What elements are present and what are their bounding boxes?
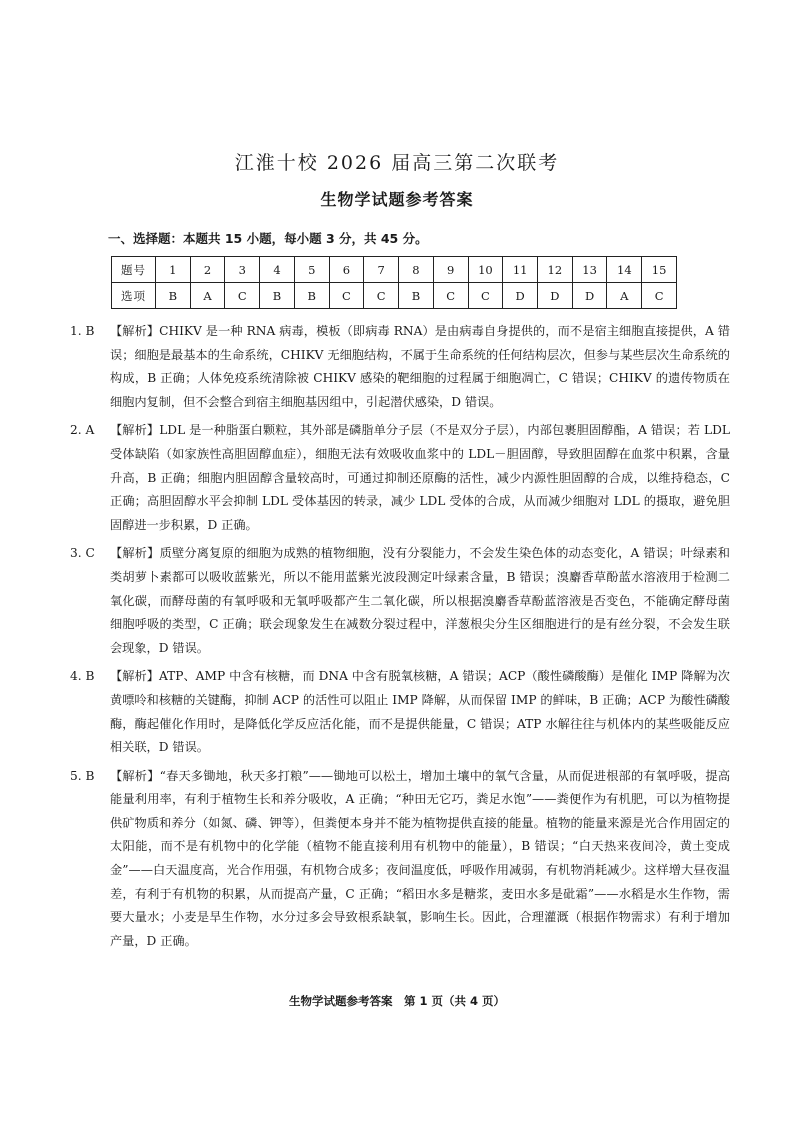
analysis-tag: 【解析】 <box>110 669 159 684</box>
analysis-tag: 【解析】 <box>110 768 160 783</box>
document-subtitle: 生物学试题参考答案 <box>320 190 474 209</box>
explanation-body <box>110 419 730 537</box>
answer-cell: A <box>607 283 642 309</box>
analysis-tag: 【解析】 <box>110 324 160 338</box>
exam-title: 江淮十校 2026 届高三第二次联考 <box>234 152 560 174</box>
answer-cell: B <box>399 283 434 309</box>
question-number-cell: 10 <box>468 257 503 283</box>
answer-cell: C <box>433 283 468 309</box>
explanation-text: 质壁分离复原的细胞为成熟的植物细胞，没有分裂能力，不会发生染色体的动态变化，A 错误；叶绿素和类胡萝卜素都可以吸收蓝紫光，所以不能用蓝紫光波段测定叶绿素含量，B 错误；溴麝香草酚蓝水溶液用于检测二氧化碳，而酵母菌的有氧呼吸和无氧呼吸都产生二氧化碳，所以根据溴麝香草酚蓝溶液是否变色，不能确定酵母菌细胞呼吸的类型，C 正确；联会现象发生在减数分裂过程中，洋葱根尖分生区细胞进行的是有丝分裂，不会发生联会现象，D 错误。 <box>110 546 730 655</box>
explanation-text: LDL 是一种脂蛋白颗粒，其外部是磷脂单分子层（不是双分子层），内部包裹胆固醇酯，A 错误；若 LDL 受体缺陷（如家族性高胆固醇血症），细胞无法有效吸收血浆中的 LDL－胆固醇，导致胆固醇在血浆中积累，含量升高，B 正确；细胞内胆固醇含量较高时，可通过抑制还原酶的活性，减少内源性胆固醇的合成，以维持稳态，C 正确；高胆固醇水平会抑制 LDL 受体基因的转录，减少 LDL 受体的合成，从而减少细胞对 LDL 的摄取，避免胆固醇进一步积累，D 正确。 <box>110 423 730 532</box>
question-number-cell: 5 <box>294 257 329 283</box>
question-answer-label: 5. B <box>70 768 95 783</box>
question-number-cell: 6 <box>329 257 364 283</box>
explanation-body <box>110 665 730 759</box>
answer-cell: A <box>190 283 225 309</box>
explanations-list <box>70 320 730 958</box>
answer-cell: C <box>468 283 503 309</box>
answer-cell: C <box>329 283 364 309</box>
question-number-row <box>112 257 677 283</box>
explanation-item <box>70 542 730 660</box>
explanation-text: CHIKV 是一种 RNA 病毒，模板（即病毒 RNA）是由病毒自身提供的，而不是宿主细胞直接提供，A 错误；细胞是最基本的生命系统，CHIKV 无细胞结构，不属于生命系统的任何结构层次，但参与某些层次生命系统的构成，B 正确；人体免疫系统清除被 CHIKV 感染的靶细胞的过程属于细胞凋亡，C 错误；CHIKV 的遗传物质在细胞内复制，但不会整合到宿主细胞基因组中，引起潜伏感染，D 错误。 <box>110 324 730 409</box>
answer-cell: B <box>260 283 295 309</box>
analysis-tag: 【解析】 <box>110 423 160 438</box>
page-footer: 生物学试题参考答案 第 1 页（共 4 页） <box>288 994 506 1008</box>
question-number-cell: 2 <box>190 257 225 283</box>
explanation-item <box>70 320 730 414</box>
explanation-item <box>70 665 730 759</box>
answer-row <box>112 283 677 309</box>
answer-cell: D <box>538 283 573 309</box>
question-number-cell: 15 <box>642 257 677 283</box>
question-answer-label: 4. B <box>70 669 95 684</box>
question-answer-label: 2. A <box>70 423 95 438</box>
question-answer-label: 3. C <box>70 546 95 561</box>
question-number-cell: 12 <box>538 257 573 283</box>
question-number-cell: 9 <box>433 257 468 283</box>
question-number-cell: 8 <box>399 257 434 283</box>
explanation-item <box>70 765 730 954</box>
question-number-cell: 14 <box>607 257 642 283</box>
question-number-cell: 1 <box>155 257 190 283</box>
row-label: 题号 <box>112 257 156 283</box>
answer-table <box>111 256 677 309</box>
answer-cell: C <box>364 283 399 309</box>
answer-cell: C <box>225 283 260 309</box>
section-heading: 一、选择题：本题共 15 小题，每小题 3 分，共 45 分。 <box>108 231 428 246</box>
question-number-cell: 13 <box>572 257 607 283</box>
question-number-cell: 3 <box>225 257 260 283</box>
answer-cell: C <box>642 283 677 309</box>
question-answer-label: 1. B <box>70 324 95 338</box>
analysis-tag: 【解析】 <box>110 546 160 561</box>
answer-cell: B <box>155 283 190 309</box>
answer-cell: D <box>503 283 538 309</box>
explanation-text: ATP、AMP 中含有核糖，而 DNA 中含有脱氧核糖，A 错误；ACP（酸性磷酸酶）是催化 IMP 降解为次黄嘌呤和核糖的关键酶，抑制 ACP 的活性可以阻止 IMP 降解，从而保留 IMP 的鲜味，B 正确；ACP 为酸性磷酸酶，酶起催化作用时，是降低化学反应活化能，而不是提供能量，C 错误；ATP 水解往往与机体内的某些吸能反应相关联，D 错误。 <box>110 669 730 755</box>
explanation-body <box>110 320 730 414</box>
answer-cell: B <box>294 283 329 309</box>
explanation-body <box>110 542 730 660</box>
question-number-cell: 4 <box>260 257 295 283</box>
explanation-text: “春天多锄地，秋天多打粮”——锄地可以松土，增加土壤中的氧气含量，从而促进根部的有氧呼吸，提高能量利用率，有利于植物生长和养分吸收，A 正确；“种田无它巧，粪足水饱”——粪便作为有机肥，可以为植物提供矿物质和养分（如氮、磷、钾等），但粪便本身并不能为植物提供直接的能量。植物的能量来源是光合作用固定的太阳能，而不是有机物中的化学能（植物不能直接利用有机物中的能量），B 错误；“白天热来夜间冷，黄土变成金”——白天温度高，光合作用强，有机物合成多；夜间温度低，呼吸作用减弱，有机物消耗减少。这样增大昼夜温差，有利于有机物的积累，从而提高产量，C 正确；“稻田水多是糖浆，麦田水多是砒霜”——水稻是水生作物，需要大量水；小麦是旱生作物，水分过多会导致根系缺氧，影响生长。因此，合理灌溉（根据作物需求）有利于增加产量，D 正确。 <box>110 768 731 948</box>
row-label: 选项 <box>112 283 156 309</box>
explanation-body <box>110 765 730 954</box>
explanation-item <box>70 419 730 537</box>
question-number-cell: 7 <box>364 257 399 283</box>
answer-cell: D <box>572 283 607 309</box>
question-number-cell: 11 <box>503 257 538 283</box>
